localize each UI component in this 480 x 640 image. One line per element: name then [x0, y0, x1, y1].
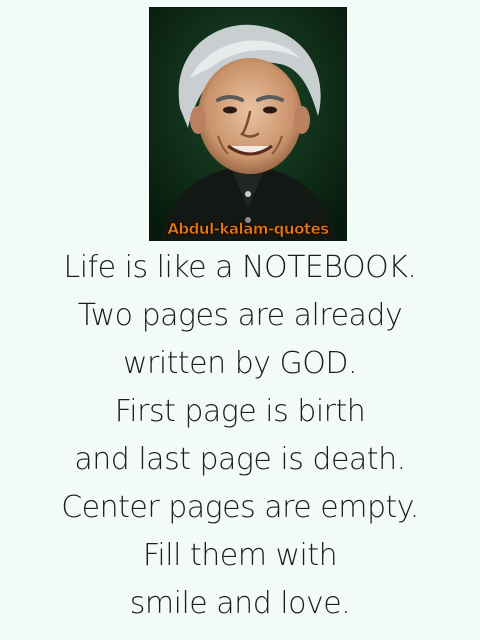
quote-line: Center pages are empty. — [61, 490, 419, 525]
watermark-caption: Abdul-kalam-quotes — [167, 220, 329, 238]
quote-line: written by GOD. — [122, 346, 358, 381]
quote-line: First page is birth — [114, 394, 366, 429]
quote-line: Two pages are already — [77, 298, 403, 333]
quote-line: smile and love. — [129, 586, 351, 621]
portrait-image — [150, 8, 346, 240]
quote-line: Life is like a NOTEBOOK. — [63, 250, 417, 285]
quote-line: and last page is death. — [74, 442, 406, 477]
quote-text — [0, 244, 480, 628]
quote-line: Fill them with — [142, 538, 338, 573]
portrait-illustration — [150, 8, 346, 240]
